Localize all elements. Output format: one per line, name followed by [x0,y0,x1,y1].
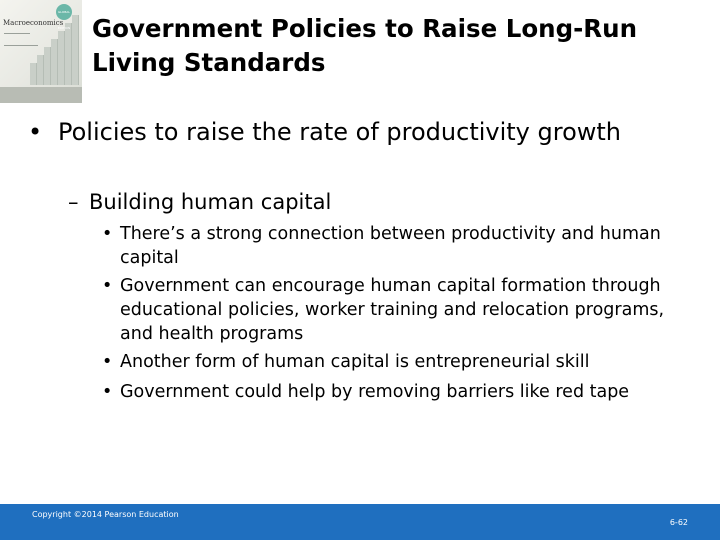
cover-author-line [4,45,38,46]
cover-edition-badge: GLOBAL EDITION [56,4,72,20]
copyright-text: Copyright ©2014 Pearson Education [32,510,179,519]
slide-title: Government Policies to Raise Long-Run Living Standards [92,14,638,77]
footer-bar [0,504,720,540]
bullet-level-3 [102,274,692,346]
bullet-dot-icon: • [102,276,113,296]
slide-number: 6-62 [669,518,688,527]
point-text: Government could help by removing barriers like red tape [120,382,630,402]
bullet-level-2 [68,188,688,217]
cover-divider [82,0,87,103]
point-text: There’s a strong connection between productivity and human capital [120,224,661,268]
point-text: Government can encourage human capital formation through educational policies, worker training and relocation programs, and health programs [120,276,665,344]
bullet-dash-icon: – [68,190,79,214]
cover-base [0,87,82,103]
cover-title: Macroeconomics [3,19,64,27]
bullet-level-3 [102,350,692,374]
bullet-level-1 [28,116,688,149]
bullet-dot-icon: • [102,382,113,402]
bullet-dot-icon: • [102,224,113,244]
bullet-level-3 [102,380,692,404]
bullet-dot-icon: • [102,352,113,372]
textbook-cover-image [0,0,82,103]
bullet-text: Policies to raise the rate of productivity growth [58,118,622,146]
bullet-level-3 [102,222,692,270]
point-text: Another form of human capital is entrepreneurial skill [120,352,590,372]
sub-bullet-text: Building human capital [89,190,332,214]
cover-author-line [4,33,30,34]
bullet-dot-icon: • [28,118,43,146]
